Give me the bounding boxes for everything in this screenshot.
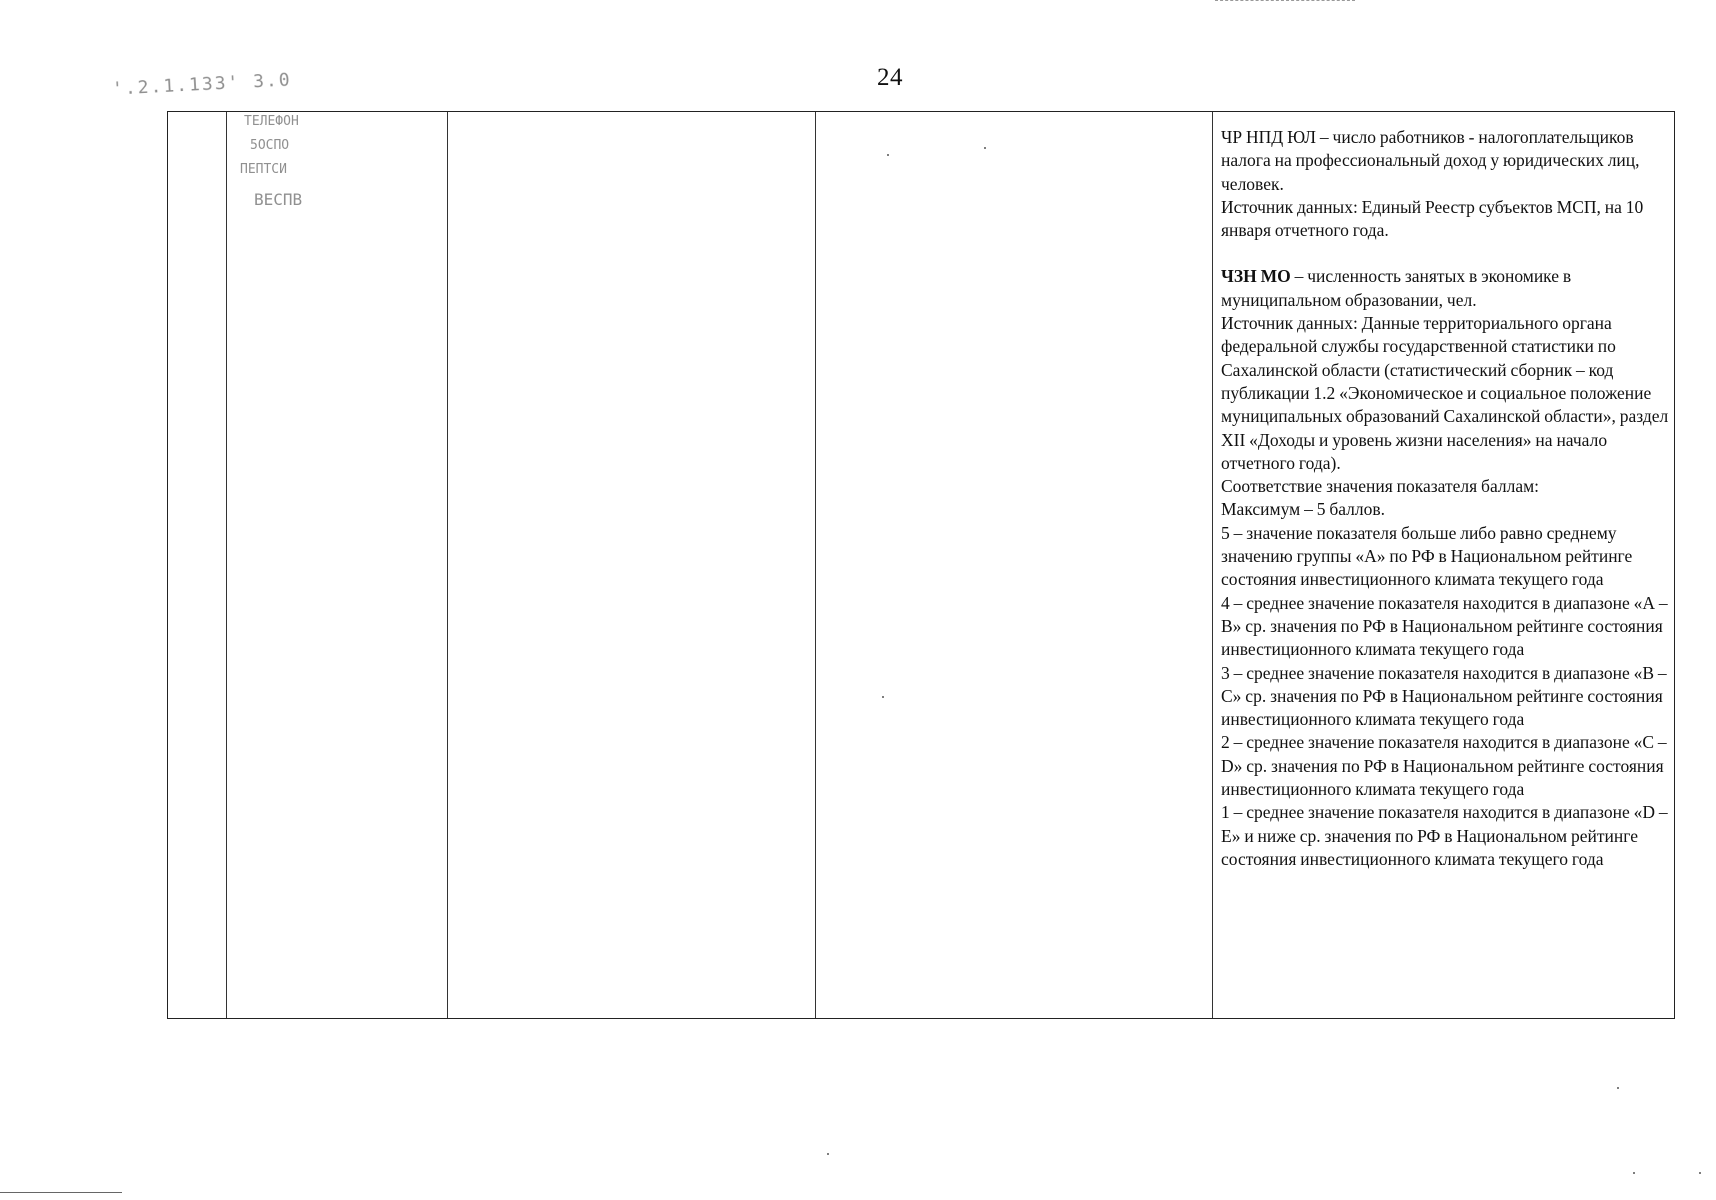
paragraph-text: 1 – среднее значение показателя находится в диапазоне «D – E» и ниже ср. значения по РФ в Национальном рейтинге состояния инвестиционного климата текущего года <box>1221 802 1668 869</box>
description-paragraph <box>1221 498 1672 521</box>
paragraph-text: 5 – значение показателя больше либо равно среднему значению группы «А» по РФ в Национальном рейтинге состояния инвестиционного климата текущего года <box>1221 522 1633 590</box>
scan-bottom-mark <box>0 1192 122 1193</box>
description-paragraph <box>1221 126 1672 196</box>
scan-speck <box>1699 1172 1701 1174</box>
paragraph-text: Максимум – 5 баллов. <box>1221 499 1385 520</box>
paragraph-text: ЧР НПД ЮЛ – число работников - налогоплательщиков налога на профессиональный доход у юридических лиц, человек. <box>1221 127 1640 194</box>
table-column-1 <box>168 112 227 1018</box>
scan-stamp-line-4: ВЕСПВ <box>254 190 303 209</box>
paragraph-text: Источник данных: Единый Реестр субъектов МСП, на 10 января отчетного года. <box>1221 196 1644 241</box>
scan-stamp-line-3: ПЕПТСИ <box>240 162 287 177</box>
description-paragraph <box>1221 731 1672 801</box>
indicator-code: ЧЗН МО <box>1221 266 1291 287</box>
page-number: 24 <box>877 64 903 91</box>
paragraph-text: 2 – среднее значение показателя находится в диапазоне «С – D» ср. значения по РФ в Национальном рейтинге состояния инвестиционного климата текущего года <box>1221 732 1667 800</box>
description-paragraph <box>1221 265 1672 312</box>
description-paragraph <box>1221 312 1672 475</box>
table-column-4 <box>816 112 1213 1018</box>
paragraph-text: – численность занятых в экономике в муниципальном образовании, чел. <box>1221 266 1572 310</box>
scan-speck <box>1633 1172 1635 1174</box>
paragraph-text: 3 – среднее значение показателя находится в диапазоне «В – С» ср. значения по РФ в Национальном рейтинге состояния инвестиционного климата текущего года <box>1221 662 1667 730</box>
scan-speck <box>984 147 986 149</box>
table-column-3 <box>448 112 816 1018</box>
indicator-description <box>1221 126 1672 871</box>
scan-speck <box>887 154 889 156</box>
paragraph-text: 4 – среднее значение показателя находится в диапазоне «А – В» ср. значения по РФ в Национальном рейтинге состояния инвестиционного климата текущего года <box>1221 592 1668 660</box>
scan-stamp-top: '.2.1.133' 3.0 <box>111 69 293 100</box>
description-paragraph <box>1221 662 1672 732</box>
description-paragraph <box>1221 522 1672 592</box>
paragraph-text: Соответствие значения показателя баллам: <box>1221 476 1540 497</box>
description-paragraph <box>1221 196 1672 243</box>
scan-speck <box>882 696 884 698</box>
description-paragraph <box>1221 475 1672 498</box>
scan-stamp-line-2: 5ОСПО <box>250 138 290 153</box>
table-column-2 <box>227 112 448 1018</box>
document-table <box>167 111 1675 1019</box>
scan-stamp-line-1: ТЕЛЕФОН <box>244 114 299 129</box>
scan-top-mark <box>1215 0 1355 4</box>
scan-speck <box>1617 1087 1619 1089</box>
paragraph-spacer <box>1221 242 1672 265</box>
description-paragraph <box>1221 592 1672 662</box>
paragraph-text: Источник данных: Данные территориального органа федеральной службы государственной статистики по Сахалинской области (статистический сборник – код публикации 1.2 «Экономическое и социальное положение муниципальных образований Сахалинской области», раздел XII «Доходы и уровень жизни населения» на начало отчетного года). <box>1221 313 1669 473</box>
description-paragraph <box>1221 801 1672 871</box>
scan-speck <box>827 1153 829 1155</box>
